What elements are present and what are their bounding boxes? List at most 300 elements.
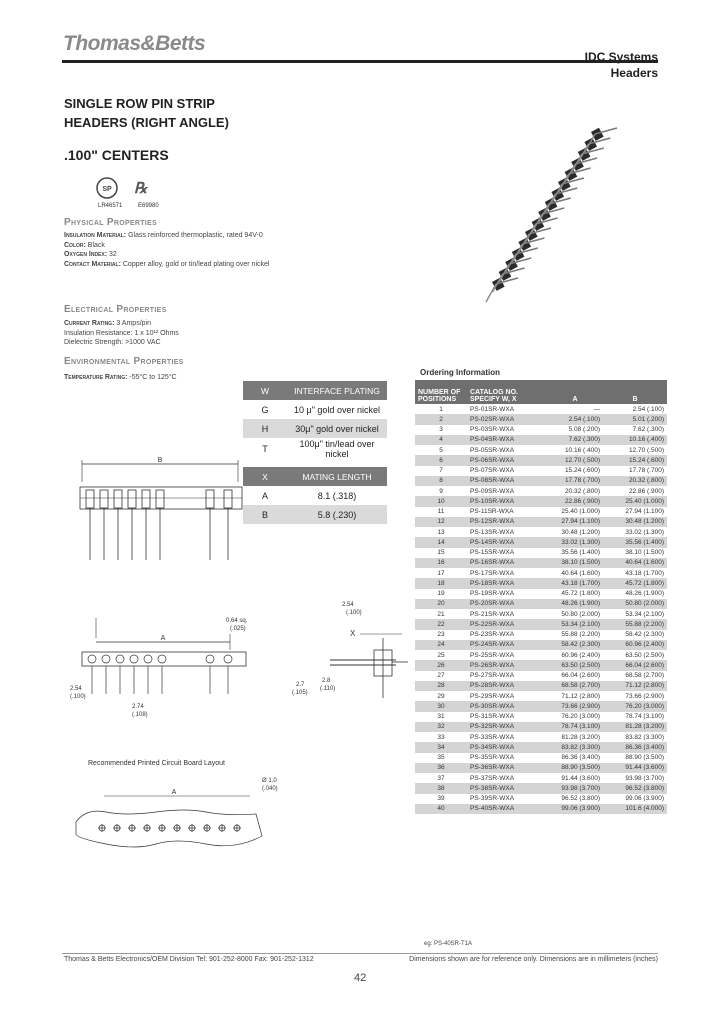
physical-body (64, 231, 274, 269)
ordering-dim-b: 66.04 (2.600) (603, 660, 667, 670)
ordering-dim-a: 48.26 (1.900) (547, 599, 603, 609)
ul-logo-icon (132, 178, 162, 198)
ordering-dim-b: 48.26 (1.900) (625, 590, 664, 598)
contact-label: Contact Material: (64, 260, 121, 268)
ordering-dim-b: 30.48 (1.200) (603, 517, 667, 527)
elec-insulation-label: Insulation Resistance: (64, 329, 133, 337)
ordering-positions: 24 (415, 640, 467, 650)
dim-274-in: (.108) (132, 712, 148, 718)
ordering-dim-a: 30.48 (1.200) (561, 528, 600, 536)
plating-desc: 30μ" gold over nickel (287, 419, 387, 438)
ordering-positions: 35 (437, 754, 445, 762)
insulation-label: Insulation Material: (64, 232, 127, 239)
ordering-positions: 8 (415, 476, 467, 486)
ordering-positions: 34 (415, 742, 467, 752)
dim-254-left-in: (.100) (70, 694, 86, 700)
ordering-dim-b: 12.70 (.500) (628, 446, 664, 454)
ordering-row (415, 681, 667, 691)
ordering-dim-b: 10.16 (.400) (603, 435, 667, 445)
ordering-dim-b: 2.54 (.100) (632, 405, 664, 413)
ordering-positions: 3 (439, 426, 443, 434)
ordering-positions: 2 (415, 414, 467, 424)
ordering-row (415, 578, 667, 588)
dim-254-left: 2.54 (70, 686, 82, 692)
environmental-heading: Environmental Properties (64, 356, 184, 367)
dim-254-top-in: (.100) (346, 610, 362, 616)
ordering-dim-b: 60.96 (2.400) (603, 640, 667, 650)
ordering-dim-b: 25.40 (1.000) (603, 496, 667, 506)
ordering-positions: 6 (415, 455, 467, 465)
ordering-dim-a: 88.90 (3.500) (547, 763, 603, 773)
ordering-dim-a: 2.54 (.100) (547, 414, 603, 424)
oxygen-value: 32 (109, 251, 117, 258)
dim-x-label: X (350, 629, 356, 638)
ordering-row (415, 619, 667, 629)
ordering-dim-a: 78.74 (3.100) (547, 722, 603, 732)
ordering-dim-b: 22.86 (.900) (628, 487, 664, 495)
ordering-dim-b: 53.34 (2.100) (625, 610, 664, 618)
top-view-drawing (66, 610, 256, 722)
header-product-image (478, 112, 620, 302)
plating-code: G (261, 404, 269, 415)
ordering-positions: 38 (415, 783, 467, 793)
ordering-dim-b: 50.80 (2.000) (603, 599, 667, 609)
ordering-dim-b: 99.06 (3.900) (625, 795, 664, 803)
ordering-dim-a: 43.18 (1.700) (547, 578, 603, 588)
electrical-body (64, 319, 274, 348)
pin-outline (224, 490, 232, 508)
ordering-row (415, 783, 667, 793)
temp-label: Temperature Rating: (64, 374, 128, 381)
plating-header-w: W (243, 381, 287, 400)
ordering-dim-a: 63.50 (2.500) (547, 660, 603, 670)
svg-text:℞: ℞ (134, 180, 148, 197)
ordering-catalog-no: PS-02SR-WXA (467, 414, 547, 424)
ordering-catalog-no: PS-18SR-WXA (467, 578, 547, 588)
ordering-dim-a: 76.20 (3.000) (561, 713, 600, 721)
ordering-row (415, 763, 667, 773)
ordering-positions: 9 (439, 487, 443, 495)
ordering-dim-a: 68.58 (2.700) (547, 681, 603, 691)
ordering-dim-b: 55.88 (2.200) (603, 619, 667, 629)
ordering-row (415, 742, 667, 752)
ordering-dim-b: 93.98 (3.700) (625, 774, 664, 782)
ordering-row (415, 599, 667, 609)
pin-end (88, 655, 96, 663)
ordering-dim-b: 35.56 (1.400) (603, 537, 667, 547)
ordering-catalog-no: PS-34SR-WXA (467, 742, 547, 752)
pin-outline (128, 490, 136, 508)
ordering-positions: 18 (415, 578, 467, 588)
ordering-dim-b: 96.52 (3.800) (603, 783, 667, 793)
ordering-positions: 20 (415, 599, 467, 609)
ordering-row (415, 414, 667, 424)
ordering-row (415, 517, 667, 527)
ordering-catalog-no: PS-15SR-WXA (470, 549, 515, 557)
dim-064: 0.64 sq. (226, 618, 248, 624)
ordering-dim-a: 7.62 (.300) (547, 435, 603, 445)
ordering-positions: 16 (415, 558, 467, 568)
ordering-dim-a: 66.04 (2.600) (561, 672, 600, 680)
ordering-dim-a: 99.06 (3.900) (547, 804, 603, 814)
ordering-row (415, 753, 667, 763)
ordering-positions: 7 (439, 467, 443, 475)
ordering-dim-a: 81.28 (3.200) (561, 733, 600, 741)
ordering-positions: 31 (437, 713, 445, 721)
ordering-row (415, 568, 667, 578)
subcategory-label: Headers (610, 66, 658, 80)
ordering-dim-a: — (593, 405, 600, 413)
ordering-row (415, 527, 667, 537)
pin-outline (100, 490, 108, 508)
ordering-dim-b: 86.36 (3.400) (603, 742, 667, 752)
ordering-header-catalog: CATALOG NO. SPECIFY W, X (467, 380, 547, 404)
header-pin-tail (486, 284, 496, 302)
electrical-heading: Electrical Properties (64, 304, 167, 315)
ordering-dim-b: 58.42 (2.300) (625, 631, 664, 639)
ordering-dim-b: 101.6 (4.000) (603, 804, 667, 814)
pin-outline (142, 490, 150, 508)
title-line-2: HEADERS (RIGHT ANGLE) (64, 115, 229, 130)
mating-length: 5.8 (.230) (287, 505, 387, 524)
ordering-catalog-no: PS-13SR-WXA (470, 528, 515, 536)
mating-code: B (243, 505, 287, 524)
ordering-dim-a: 86.36 (3.400) (561, 754, 600, 762)
ordering-positions: 10 (415, 496, 467, 506)
plating-code: T (262, 444, 268, 454)
ordering-header-b: B (603, 380, 667, 404)
ordering-row (415, 558, 667, 568)
ordering-dim-a: 17.78 (.700) (547, 476, 603, 486)
ordering-row (415, 476, 667, 486)
color-value: Black (87, 241, 105, 249)
dim-28: 2.8 (322, 678, 331, 684)
dim-010-in: (.040) (262, 786, 278, 792)
ordering-row (415, 455, 667, 465)
ordering-row (415, 537, 667, 547)
ordering-row (415, 794, 667, 804)
title-line-1: SINGLE ROW PIN STRIP (64, 96, 215, 111)
ordering-catalog-no: PS-04SR-WXA (467, 435, 547, 445)
ordering-catalog-no: PS-30SR-WXA (467, 701, 547, 711)
ordering-row (415, 650, 667, 660)
plating-table (243, 381, 387, 460)
ordering-positions: 32 (415, 722, 467, 732)
ordering-positions: 13 (437, 528, 445, 536)
ordering-header-positions: NUMBER OF POSITIONS (415, 380, 467, 404)
dim-254-top: 2.54 (342, 602, 354, 608)
ordering-table (415, 380, 667, 814)
ordering-positions: 1 (439, 405, 443, 413)
ordering-row (415, 445, 667, 455)
ordering-dim-b: 71.12 (2.800) (603, 681, 667, 691)
ordering-positions: 36 (415, 763, 467, 773)
ordering-dim-a: 33.02 (1.300) (547, 537, 603, 547)
dielectric-label: Dielectric Strength: (64, 339, 124, 346)
ordering-catalog-no: PS-01SR-WXA (470, 405, 515, 413)
ordering-dim-a: 27.94 (1.100) (547, 517, 603, 527)
plating-header-desc: INTERFACE PLATING (287, 381, 387, 400)
ordering-row (415, 773, 667, 783)
ordering-catalog-no: PS-22SR-WXA (467, 619, 547, 629)
ordering-dim-b: 33.02 (1.300) (625, 528, 664, 536)
ordering-dim-a: 5.08 (.200) (568, 426, 600, 434)
ordering-row (415, 609, 667, 619)
pin-end (144, 655, 152, 663)
ordering-catalog-no: PS-37SR-WXA (470, 774, 515, 782)
ordering-positions: 29 (437, 692, 445, 700)
pin-end (116, 655, 124, 663)
ordering-catalog-no: PS-07SR-WXA (470, 467, 515, 475)
ordering-row (415, 671, 667, 681)
dim-27-in: (.105) (292, 690, 308, 696)
ordering-dim-a: 35.56 (1.400) (561, 549, 600, 557)
ordering-dim-a: 45.72 (1.800) (561, 590, 600, 598)
ordering-dim-b: 7.62 (.300) (632, 426, 664, 434)
dim-010: Ø 1.0 (262, 778, 277, 784)
dim-b-label: B (157, 457, 163, 464)
ordering-row (415, 701, 667, 711)
ordering-positions: 23 (437, 631, 445, 639)
page-title (64, 94, 304, 132)
ordering-row (415, 691, 667, 701)
footer-note: Dimensions shown are for reference only. Dimensions are in millimeters (inches) (409, 956, 658, 963)
ordering-catalog-no: PS-23SR-WXA (470, 631, 515, 639)
ordering-catalog-no: PS-11SR-WXA (470, 508, 514, 516)
ordering-positions: 17 (437, 569, 445, 577)
company-logo: Thomas&Betts (63, 32, 206, 55)
ordering-catalog-no: PS-35SR-WXA (470, 754, 515, 762)
ul-number: E69980 (138, 203, 159, 209)
ordering-dim-b: 40.64 (1.600) (603, 558, 667, 568)
ordering-catalog-no: PS-21SR-WXA (470, 610, 515, 618)
ordering-dim-b: 91.44 (3.600) (603, 763, 667, 773)
oxygen-label: Oxygen Index: (64, 251, 108, 258)
ordering-catalog-no: PS-27SR-WXA (470, 672, 515, 680)
physical-heading: Physical Properties (64, 217, 157, 228)
plating-desc: 100μ" tin/lead over nickel (299, 439, 375, 459)
mating-table (243, 467, 387, 524)
ordering-catalog-no: PS-05SR-WXA (470, 446, 515, 454)
ordering-row (415, 507, 667, 517)
insulation-value: Glass reinforced thermoplastic, rated 94V-0 (128, 232, 263, 239)
mating-header-x: X (243, 467, 287, 486)
ordering-row (415, 660, 667, 670)
ordering-dim-b: 73.66 (2.900) (625, 692, 664, 700)
ordering-row (415, 640, 667, 650)
ordering-catalog-no: PS-40SR-WXA (467, 804, 547, 814)
elec-insulation-value: 1 x 10¹² Ohms (134, 329, 179, 337)
ordering-dim-a: 38.10 (1.500) (547, 558, 603, 568)
ordering-catalog-no: PS-09SR-WXA (470, 487, 515, 495)
ordering-dim-b: 20.32 (.800) (603, 476, 667, 486)
ordering-positions: 12 (415, 517, 467, 527)
ordering-catalog-no: PS-17SR-WXA (470, 569, 515, 577)
ordering-dim-a: 96.52 (3.800) (561, 795, 600, 803)
svg-text:SP: SP (102, 186, 112, 193)
ordering-catalog-no: PS-33SR-WXA (470, 733, 515, 741)
pcb-layout-drawing (66, 772, 276, 862)
dielectric-value: >1000 VAC (125, 339, 161, 346)
ordering-dim-a: 50.80 (2.000) (561, 610, 600, 618)
dim-a-label: A (160, 635, 166, 642)
ordering-catalog-no: PS-28SR-WXA (467, 681, 547, 691)
ordering-catalog-no: PS-36SR-WXA (467, 763, 547, 773)
ordering-dim-a: 55.88 (2.200) (561, 631, 600, 639)
pin-outline (114, 490, 122, 508)
ordering-dim-a: 40.64 (1.600) (561, 569, 600, 577)
ordering-row (415, 732, 667, 742)
ordering-dim-a: 15.24 (.600) (564, 467, 600, 475)
ordering-catalog-no: PS-10SR-WXA (467, 496, 547, 506)
ordering-catalog-no: PS-06SR-WXA (467, 455, 547, 465)
ordering-row (415, 630, 667, 640)
ordering-positions: 26 (415, 660, 467, 670)
ordering-positions: 4 (415, 435, 467, 445)
ordering-catalog-no: PS-08SR-WXA (467, 476, 547, 486)
ordering-dim-b: 45.72 (1.800) (603, 578, 667, 588)
ordering-catalog-no: PS-20SR-WXA (467, 599, 547, 609)
pin-end (224, 655, 232, 663)
ordering-dim-a: 83.82 (3.300) (547, 742, 603, 752)
ordering-row (415, 486, 667, 496)
temp-value: -55°C to 125°C (129, 374, 177, 381)
ordering-positions: 27 (437, 672, 445, 680)
ordering-row (415, 712, 667, 722)
plating-desc: 10 μ" gold over nickel (294, 404, 380, 415)
ordering-catalog-no: PS-16SR-WXA (467, 558, 547, 568)
ordering-dim-b: 68.58 (2.700) (625, 672, 664, 680)
page-number: 42 (354, 972, 367, 984)
ordering-positions: 33 (437, 733, 445, 741)
ordering-dim-b: 43.18 (1.700) (625, 569, 664, 577)
ordering-catalog-no: PS-03SR-WXA (470, 426, 515, 434)
ordering-dim-a: 93.98 (3.700) (547, 783, 603, 793)
mating-code: A (261, 490, 268, 501)
ordering-dim-a: 53.34 (2.100) (547, 619, 603, 629)
contact-value: Copper alloy, gold or tin/lead plating over nickel (122, 260, 270, 268)
ordering-dim-b: 17.78 (.700) (628, 467, 664, 475)
mating-length: 8.1 (.318) (317, 490, 357, 501)
ordering-positions: 22 (415, 619, 467, 629)
ordering-catalog-no: PS-39SR-WXA (470, 795, 515, 803)
ordering-dim-b: 83.82 (3.300) (625, 733, 664, 741)
ordering-row (415, 435, 667, 445)
dim-27: 2.7 (296, 682, 305, 688)
ordering-row (415, 804, 667, 814)
pin-end (158, 655, 166, 663)
footer-company: Thomas & Betts Electronics/OEM Division Tel: 901-252-8000 Fax: 901-252-1312 (64, 956, 314, 963)
ordering-dim-a: 60.96 (2.400) (561, 651, 600, 659)
ordering-example: eg: PS-40SR-T1A (424, 941, 473, 947)
ordering-catalog-no: PS-14SR-WXA (467, 537, 547, 547)
ordering-dim-b: 15.24 (.600) (603, 455, 667, 465)
ordering-positions: 25 (437, 651, 445, 659)
ordering-title: Ordering Information (420, 368, 500, 377)
ordering-row (415, 548, 667, 558)
pin-end (130, 655, 138, 663)
dim-28-in: (.110) (320, 686, 336, 692)
ordering-row (415, 404, 667, 414)
ordering-row (415, 466, 667, 476)
footer-rule (62, 953, 658, 954)
ordering-dim-b: 81.28 (3.200) (603, 722, 667, 732)
ordering-dim-b: 76.20 (3.000) (603, 701, 667, 711)
pin-end (102, 655, 110, 663)
ordering-catalog-no: PS-12SR-WXA (467, 517, 547, 527)
ordering-catalog-no: PS-25SR-WXA (470, 651, 515, 659)
color-label: Color: (64, 241, 86, 249)
ordering-positions: 21 (437, 610, 445, 618)
pcb-dim-a: A (171, 789, 177, 796)
ordering-row (415, 425, 667, 435)
ordering-row (415, 496, 667, 506)
ordering-positions: 11 (437, 508, 445, 516)
ordering-dim-b: 27.94 (1.100) (625, 508, 664, 516)
ordering-catalog-no: PS-24SR-WXA (467, 640, 547, 650)
pin-outline (206, 490, 214, 508)
dim-274: 2.74 (132, 704, 144, 710)
ordering-catalog-no: PS-19SR-WXA (470, 590, 515, 598)
current-label: Current Rating: (64, 320, 115, 327)
ordering-dim-a: 10.16 (.400) (564, 446, 600, 454)
ordering-positions: 28 (415, 681, 467, 691)
ordering-positions: 39 (437, 795, 445, 803)
ordering-dim-b: 38.10 (1.500) (625, 549, 664, 557)
ordering-dim-a: 20.32 (.800) (564, 487, 600, 495)
pin-outline (86, 490, 94, 508)
current-value: 3 Amps/pin (116, 320, 151, 327)
ordering-dim-a: 25.40 (1.000) (561, 508, 600, 516)
ordering-catalog-no: PS-31SR-WXA (470, 713, 515, 721)
category-label: IDC Systems (584, 50, 658, 64)
ordering-positions: 5 (439, 446, 443, 454)
ordering-dim-a: 58.42 (2.300) (547, 640, 603, 650)
ordering-dim-b: 88.90 (3.500) (625, 754, 664, 762)
ordering-positions: 14 (415, 537, 467, 547)
ordering-row (415, 589, 667, 599)
ordering-header-a: A (547, 380, 603, 404)
ordering-dim-b: 63.50 (2.500) (625, 651, 664, 659)
pin-outline (156, 490, 164, 508)
ordering-dim-a: 73.66 (2.900) (547, 701, 603, 711)
ordering-dim-b: 5.01 (.200) (603, 414, 667, 424)
ordering-positions: 15 (437, 549, 445, 557)
ordering-positions: 40 (415, 804, 467, 814)
ordering-dim-a: 91.44 (3.600) (561, 774, 600, 782)
dim-064-in: (.025) (230, 626, 246, 632)
csa-logo-icon (94, 176, 120, 200)
side-view-drawing (290, 598, 420, 708)
ordering-row (415, 722, 667, 732)
pcb-layout-title: Recommended Printed Circuit Board Layout (88, 760, 225, 767)
front-view-drawing (76, 452, 246, 568)
ordering-catalog-no: PS-32SR-WXA (467, 722, 547, 732)
ordering-dim-a: 12.70 (.500) (547, 455, 603, 465)
ordering-dim-b: 78.74 (3.100) (625, 713, 664, 721)
pin-end (206, 655, 214, 663)
ordering-catalog-no: PS-29SR-WXA (470, 692, 515, 700)
ordering-positions: 37 (437, 774, 445, 782)
mating-header-desc: MATING LENGTH (287, 467, 387, 486)
ordering-positions: 30 (415, 701, 467, 711)
centers-heading: .100" CENTERS (64, 147, 169, 163)
ordering-catalog-no: PS-26SR-WXA (467, 660, 547, 670)
plating-code: H (243, 419, 287, 438)
csa-number: LR46571 (98, 203, 123, 209)
ordering-catalog-no: PS-38SR-WXA (467, 783, 547, 793)
ordering-dim-a: 71.12 (2.800) (561, 692, 600, 700)
